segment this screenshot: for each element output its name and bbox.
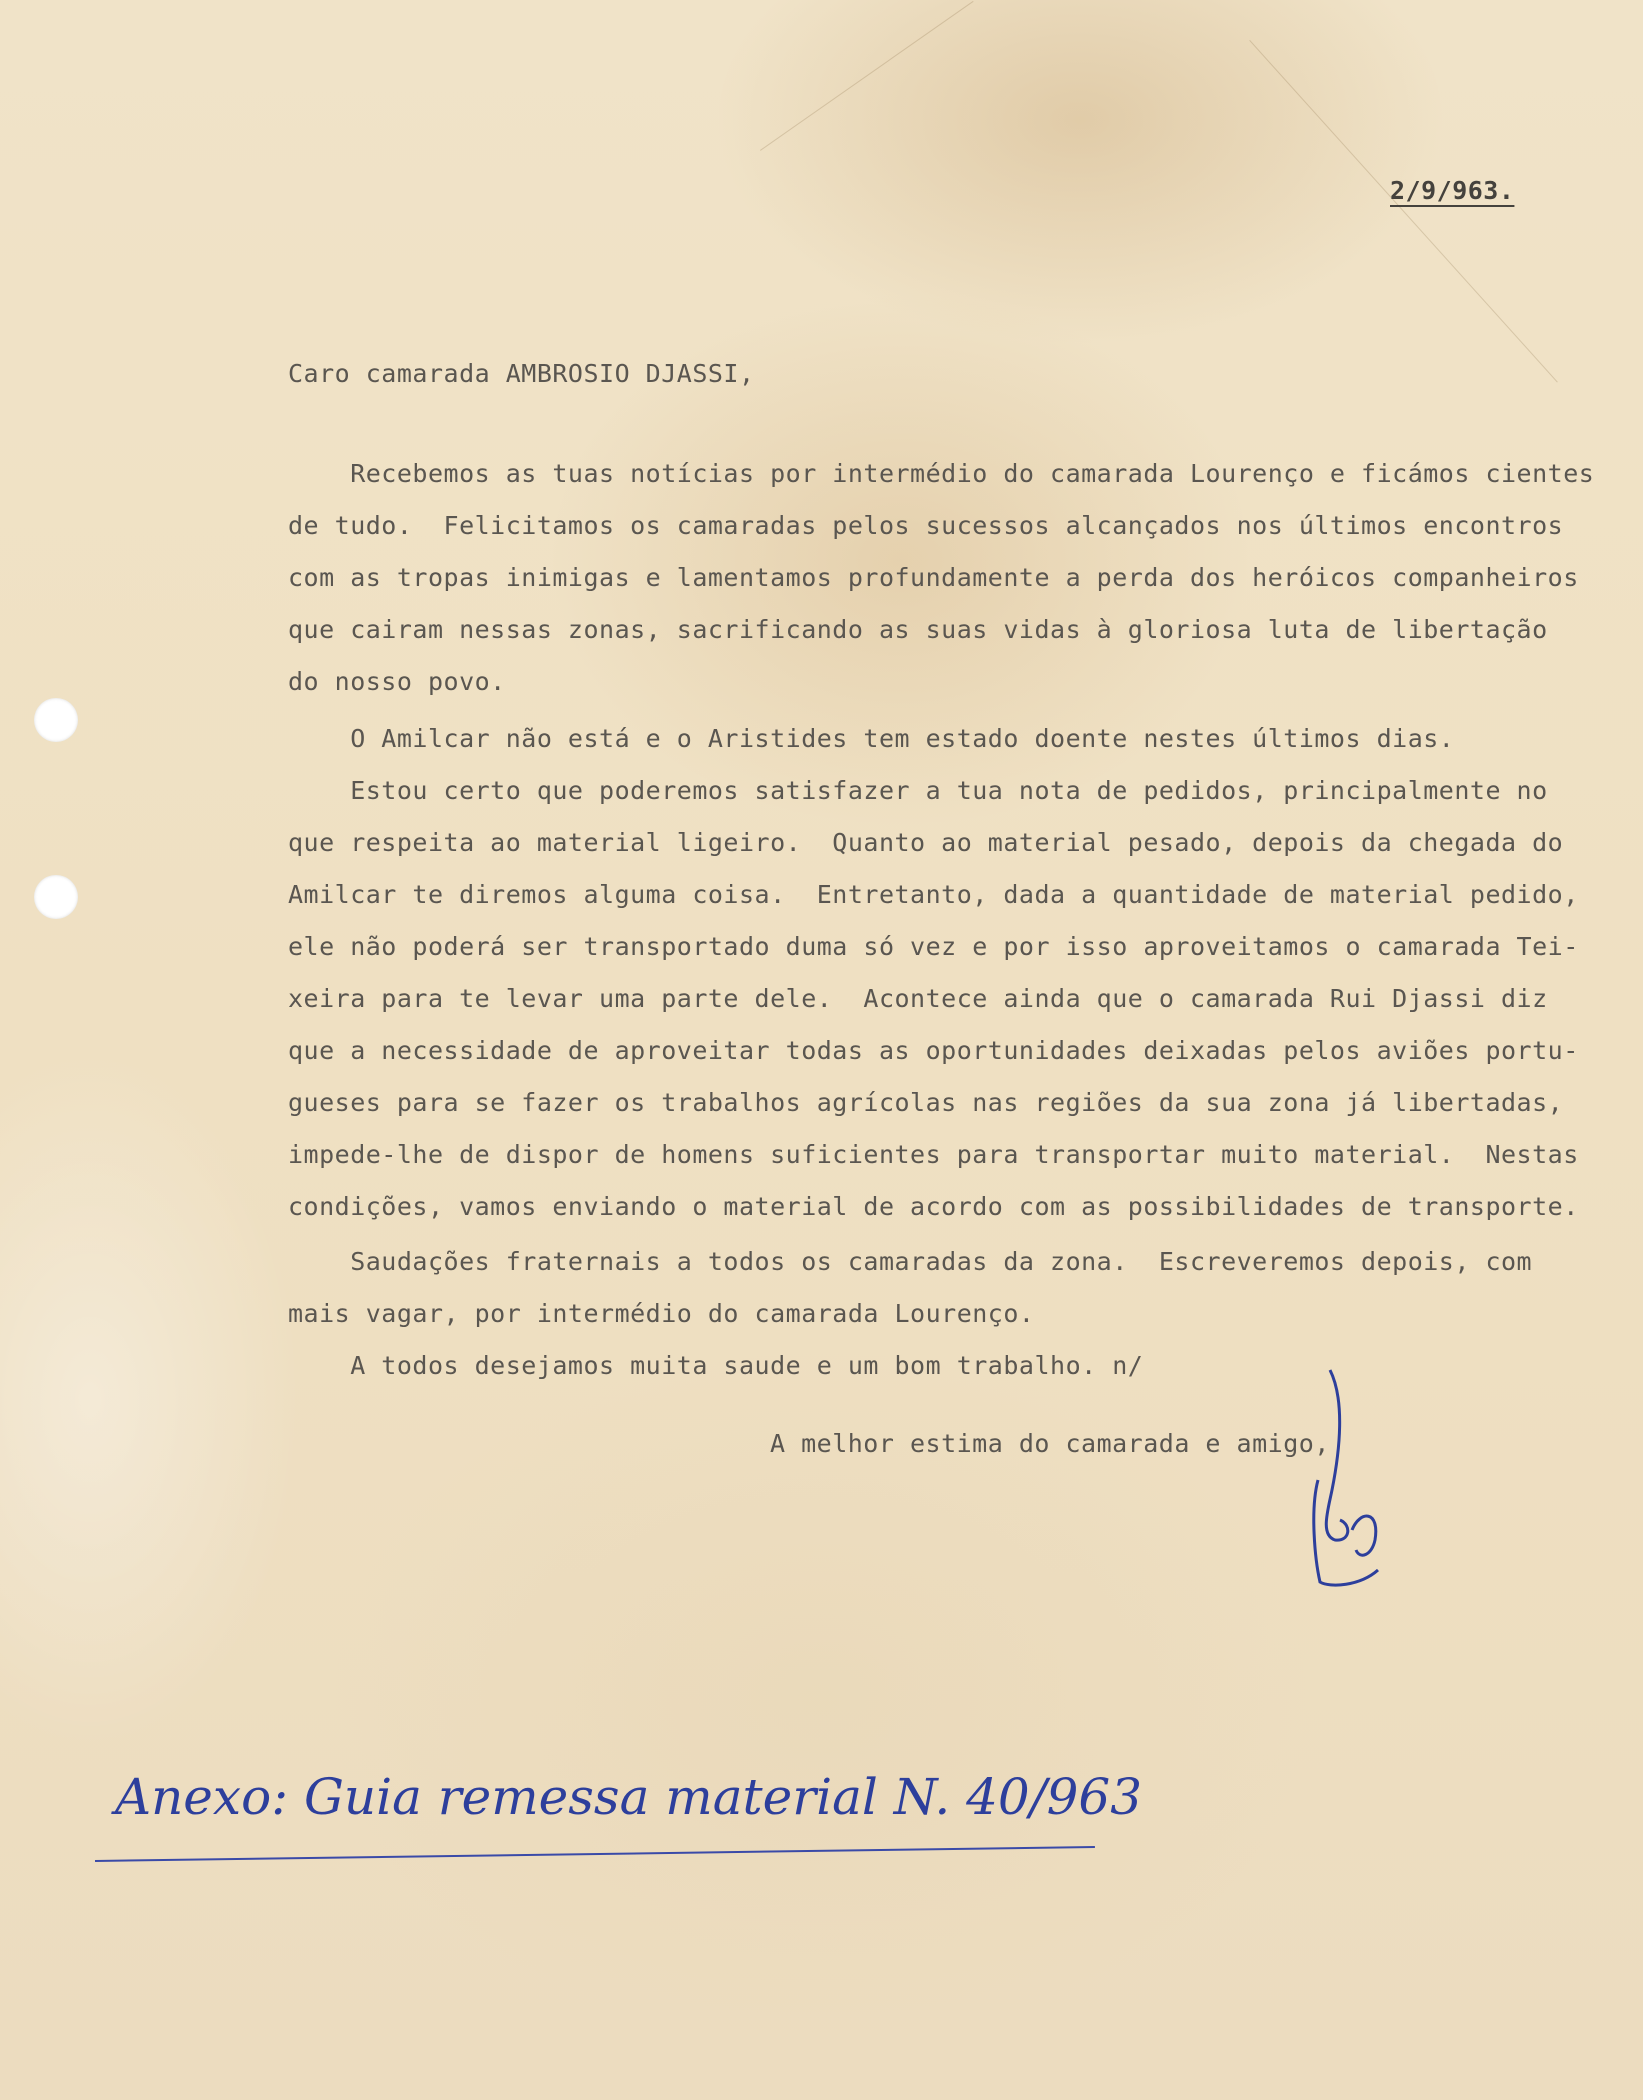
text-line: Saudações fraternais a todos os camaradas da zona. Escreveremos depois, com: [288, 1247, 1533, 1276]
text-line: gueses para se fazer os trabalhos agrícolas nas regiões da sua zona já libertadas,: [288, 1088, 1564, 1117]
text-line: mais vagar, por intermédio do camarada Lourenço.: [288, 1299, 1035, 1328]
annex-underline: [95, 1846, 1095, 1862]
text-line: que respeita ao material ligeiro. Quanto ao material pesado, depois da chegada do: [288, 828, 1564, 857]
text-line: que a necessidade de aproveitar todas as oportunidades deixadas pelos aviões portu-: [288, 1036, 1579, 1065]
letter-date: 2/9/963.: [1390, 176, 1515, 205]
punch-hole-bottom: [34, 875, 78, 919]
punch-hole-top: [34, 698, 78, 742]
annex-note: Anexo: Guia remessa material N. 40/963: [115, 1768, 1143, 1826]
text-line: ele não poderá ser transportado duma só vez e por isso aproveitamos o camarada Tei-: [288, 932, 1579, 961]
salutation: Caro camarada AMBROSIO DJASSI,: [288, 359, 755, 388]
text-line: com as tropas inimigas e lamentamos profundamente a perda dos heróicos companheiros: [288, 563, 1579, 592]
handwritten-signature: [1290, 1360, 1410, 1610]
text-line: do nosso povo.: [288, 667, 506, 696]
text-line: de tudo. Felicitamos os camaradas pelos sucessos alcançados nos últimos encontros: [288, 511, 1564, 540]
closing: A melhor estima do camarada e amigo,: [770, 1429, 1330, 1458]
text-line: condições, vamos enviando o material de acordo com as possibilidades de transporte.: [288, 1192, 1579, 1221]
text-line: Estou certo que poderemos satisfazer a tua nota de pedidos, principalmente no: [288, 776, 1548, 805]
text-line: Amilcar te diremos alguma coisa. Entretanto, dada a quantidade de material pedido,: [288, 880, 1579, 909]
text-line: impede-lhe de dispor de homens suficientes para transportar muito material. Nestas: [288, 1140, 1579, 1169]
text-line: A todos desejamos muita saude e um bom trabalho. n/: [288, 1351, 1144, 1380]
text-line: que cairam nessas zonas, sacrificando as suas vidas à gloriosa luta de libertação: [288, 615, 1548, 644]
text-line: xeira para te levar uma parte dele. Acontece ainda que o camarada Rui Djassi diz: [288, 984, 1548, 1013]
text-line: O Amilcar não está e o Aristides tem estado doente nestes últimos dias.: [288, 724, 1455, 753]
paper-crease: [760, 1, 974, 151]
text-line: Recebemos as tuas notícias por intermédio do camarada Lourenço e ficámos cientes: [288, 459, 1595, 488]
